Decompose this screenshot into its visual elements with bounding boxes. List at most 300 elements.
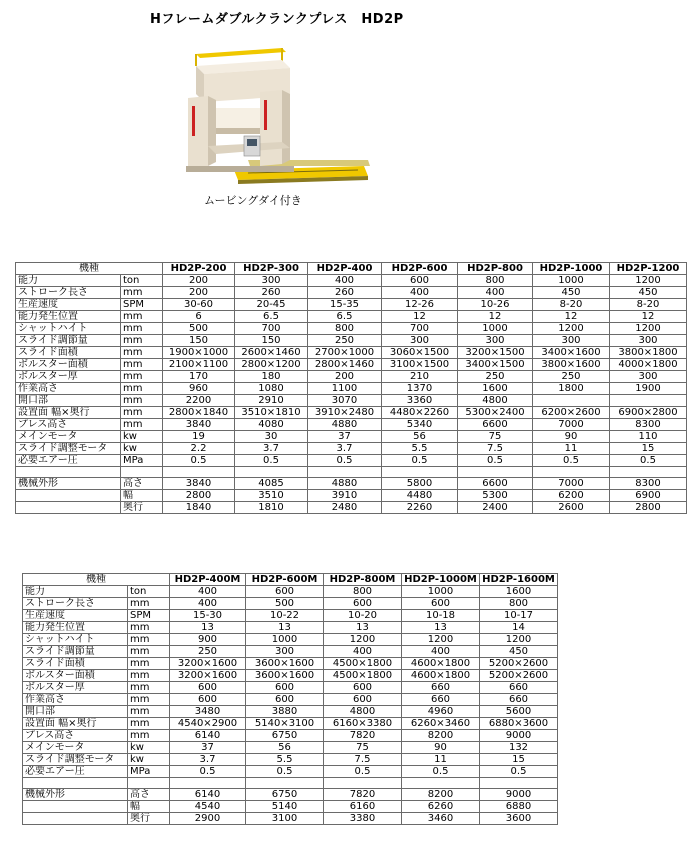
spec-value: 4800 — [324, 706, 402, 718]
spec-value: 250 — [458, 371, 533, 383]
spec-value: 1000 — [458, 323, 533, 335]
spec-value: 30-60 — [163, 299, 235, 311]
spec-value: 500 — [163, 323, 235, 335]
dimension-value: 3380 — [324, 813, 402, 825]
spec-unit: mm — [128, 646, 170, 658]
model-name: HD2P-300 — [235, 263, 308, 275]
spec-value: 300 — [458, 335, 533, 347]
spec-value: 3400×1500 — [458, 359, 533, 371]
spec-value: 800 — [458, 275, 533, 287]
spec-value: 600 — [246, 586, 324, 598]
dimension-value: 8300 — [610, 478, 687, 490]
dimension-row — [23, 789, 558, 801]
dimension-row — [23, 801, 558, 813]
spec-value: 1600 — [458, 383, 533, 395]
spec-value: 1370 — [382, 383, 458, 395]
dimension-value: 3510 — [235, 490, 308, 502]
spec-value: 1900 — [610, 383, 687, 395]
spec-value: 960 — [163, 383, 235, 395]
spec-value: 6260×3460 — [402, 718, 480, 730]
empty-cell — [324, 778, 402, 789]
spec-value: 5.5 — [382, 443, 458, 455]
spec-value: 132 — [480, 742, 558, 754]
empty-cell — [402, 778, 480, 789]
empty-cell — [533, 467, 610, 478]
spec-row — [23, 658, 558, 670]
spec-value: 3100×1500 — [382, 359, 458, 371]
spec-value: 4880 — [308, 419, 382, 431]
spec-label: ボルスター厚 — [16, 371, 121, 383]
spec-value: 6880×3600 — [480, 718, 558, 730]
spec-value: 7.5 — [458, 443, 533, 455]
spec-row — [16, 347, 687, 359]
spec-label: 設置面 幅×奥行 — [16, 407, 121, 419]
spec-value: 3.7 — [170, 754, 246, 766]
dimension-row — [23, 813, 558, 825]
spec-value: 1200 — [610, 275, 687, 287]
spec-label: 開口部 — [23, 706, 128, 718]
spec-value: 15-35 — [308, 299, 382, 311]
spec-unit: mm — [121, 395, 163, 407]
spec-value: 600 — [382, 275, 458, 287]
spec-label: 生産速度 — [16, 299, 121, 311]
spec-value: 1200 — [480, 634, 558, 646]
spec-label: プレス高さ — [23, 730, 128, 742]
dimension-label — [16, 502, 121, 514]
spec-value: 600 — [246, 694, 324, 706]
spec-value: 10-26 — [458, 299, 533, 311]
empty-cell — [121, 467, 163, 478]
spec-value: 2910 — [235, 395, 308, 407]
model-name: HD2P-400M — [170, 574, 246, 586]
spec-label: スライド調整モータ — [23, 754, 128, 766]
spec-value: 3.7 — [308, 443, 382, 455]
model-name: HD2P-1600M — [480, 574, 558, 586]
empty-cell — [246, 778, 324, 789]
spec-value: 0.5 — [610, 455, 687, 467]
dimension-unit: 幅 — [121, 490, 163, 502]
spec-value: 300 — [610, 371, 687, 383]
spec-value: 1800 — [533, 383, 610, 395]
spec-value: 12 — [458, 311, 533, 323]
spec-value: 7.5 — [324, 754, 402, 766]
spec-label: ボルスター厚 — [23, 682, 128, 694]
spec-unit: MPa — [128, 766, 170, 778]
spec-unit: mm — [121, 419, 163, 431]
dimension-value: 5140 — [246, 801, 324, 813]
spec-unit: mm — [128, 670, 170, 682]
spec-row — [23, 730, 558, 742]
spec-value: 8300 — [610, 419, 687, 431]
spec-row — [16, 323, 687, 335]
spec-value: 1100 — [308, 383, 382, 395]
spec-value: 800 — [308, 323, 382, 335]
spec-row — [16, 395, 687, 407]
spec-label: ボルスター面積 — [23, 670, 128, 682]
spec-value: 1200 — [610, 323, 687, 335]
spec-value: 0.5 — [480, 766, 558, 778]
spec-value: 660 — [402, 682, 480, 694]
spec-value: 400 — [170, 586, 246, 598]
spec-value: 13 — [170, 622, 246, 634]
spec-label: 生産速度 — [23, 610, 128, 622]
spec-value: 900 — [170, 634, 246, 646]
spec-unit: mm — [128, 718, 170, 730]
spec-value: 3200×1600 — [170, 670, 246, 682]
spec-row — [16, 371, 687, 383]
spec-unit: ton — [121, 275, 163, 287]
spec-value: 110 — [610, 431, 687, 443]
spec-row — [16, 335, 687, 347]
dimension-value: 2800 — [163, 490, 235, 502]
page-title: Hフレームダブルクランクプレス HD2P — [150, 12, 404, 27]
spec-value: 3.7 — [235, 443, 308, 455]
spec-value: 2200 — [163, 395, 235, 407]
spec-row — [23, 586, 558, 598]
spec-value: 3880 — [246, 706, 324, 718]
spec-label: 必要エアー圧 — [16, 455, 121, 467]
model-name: HD2P-600 — [382, 263, 458, 275]
spec-value: 4800 — [458, 395, 533, 407]
spec-value: 200 — [163, 287, 235, 299]
model-name: HD2P-1200 — [610, 263, 687, 275]
spec-value: 300 — [235, 275, 308, 287]
dimension-value: 6880 — [480, 801, 558, 813]
spec-label: プレス高さ — [16, 419, 121, 431]
spec-value: 660 — [480, 682, 558, 694]
spec-value: 660 — [402, 694, 480, 706]
spec-value: 7820 — [324, 730, 402, 742]
spec-unit: MPa — [121, 455, 163, 467]
dimension-value: 3910 — [308, 490, 382, 502]
spec-value: 700 — [382, 323, 458, 335]
spec-row — [23, 742, 558, 754]
spec-value: 250 — [170, 646, 246, 658]
spec-row — [16, 431, 687, 443]
spec-value: 0.5 — [170, 766, 246, 778]
dimension-value: 1840 — [163, 502, 235, 514]
spec-value: 400 — [324, 646, 402, 658]
dimension-value: 2900 — [170, 813, 246, 825]
spec-label: スライド調整モータ — [16, 443, 121, 455]
spec-value: 2800×1840 — [163, 407, 235, 419]
spec-unit: ton — [128, 586, 170, 598]
empty-cell — [458, 467, 533, 478]
spec-value: 6750 — [246, 730, 324, 742]
spec-value: 600 — [246, 682, 324, 694]
empty-cell — [163, 467, 235, 478]
spec-value: 3480 — [170, 706, 246, 718]
spec-label: 能力 — [16, 275, 121, 287]
spec-value — [533, 395, 610, 407]
spec-value: 3060×1500 — [382, 347, 458, 359]
spec-row — [16, 359, 687, 371]
spec-value — [610, 395, 687, 407]
spec-value: 3360 — [382, 395, 458, 407]
dimension-label — [23, 801, 128, 813]
spec-unit: mm — [121, 407, 163, 419]
dimension-value: 8200 — [402, 789, 480, 801]
empty-cell — [23, 778, 128, 789]
spec-unit: kw — [121, 443, 163, 455]
dimension-value: 5300 — [458, 490, 533, 502]
spec-value: 1000 — [402, 586, 480, 598]
spec-value: 400 — [382, 287, 458, 299]
spec-row — [16, 287, 687, 299]
model-name: HD2P-1000 — [533, 263, 610, 275]
dimension-label — [23, 813, 128, 825]
header-label: 機種 — [23, 574, 170, 586]
spec-unit: SPM — [121, 299, 163, 311]
model-name: HD2P-600M — [246, 574, 324, 586]
spec-value: 11 — [402, 754, 480, 766]
spec-row — [23, 718, 558, 730]
spec-value: 4480×2260 — [382, 407, 458, 419]
spec-value: 0.5 — [533, 455, 610, 467]
spec-unit: SPM — [128, 610, 170, 622]
spec-value: 0.5 — [458, 455, 533, 467]
spec-value: 2600×1460 — [235, 347, 308, 359]
spec-row — [23, 706, 558, 718]
dimension-label: 機械外形 — [16, 478, 121, 490]
spec-value: 600 — [324, 682, 402, 694]
spec-table-body — [16, 263, 687, 514]
spec-unit: mm — [128, 706, 170, 718]
spec-table-moving-die — [22, 573, 558, 825]
spec-value: 4540×2900 — [170, 718, 246, 730]
spec-value: 1080 — [235, 383, 308, 395]
spec-row — [16, 419, 687, 431]
spec-label: 開口部 — [16, 395, 121, 407]
spec-value: 5140×3100 — [246, 718, 324, 730]
spec-value: 2800×1200 — [235, 359, 308, 371]
spec-row — [23, 766, 558, 778]
spec-unit: mm — [121, 383, 163, 395]
spec-value: 200 — [163, 275, 235, 287]
spec-label: スライド面積 — [16, 347, 121, 359]
spec-unit: mm — [128, 634, 170, 646]
spec-value: 400 — [170, 598, 246, 610]
dimension-value: 4480 — [382, 490, 458, 502]
spec-value: 250 — [533, 371, 610, 383]
header-label: 機種 — [16, 263, 163, 275]
spec-value: 4960 — [402, 706, 480, 718]
spec-value: 600 — [170, 682, 246, 694]
empty-cell — [170, 778, 246, 789]
dimension-unit: 奥行 — [121, 502, 163, 514]
spec-row — [23, 670, 558, 682]
dimension-value: 2600 — [533, 502, 610, 514]
spec-value: 800 — [324, 586, 402, 598]
spec-label: 設置面 幅×奥行 — [23, 718, 128, 730]
spec-value: 0.5 — [235, 455, 308, 467]
empty-cell — [382, 467, 458, 478]
spec-value: 3400×1600 — [533, 347, 610, 359]
spec-value: 400 — [308, 275, 382, 287]
dimension-value: 2400 — [458, 502, 533, 514]
spec-value: 300 — [610, 335, 687, 347]
spec-value: 90 — [533, 431, 610, 443]
spec-value: 1900×1000 — [163, 347, 235, 359]
spec-label: ストローク長さ — [16, 287, 121, 299]
spec-value: 4080 — [235, 419, 308, 431]
spec-value: 0.5 — [402, 766, 480, 778]
dimension-value: 5800 — [382, 478, 458, 490]
spec-label: 能力発生位置 — [23, 622, 128, 634]
dimension-value: 6260 — [402, 801, 480, 813]
photo-caption: ムービングダイ付き — [204, 194, 302, 207]
separator-row — [23, 778, 558, 789]
spec-unit: mm — [128, 598, 170, 610]
spec-value: 450 — [480, 646, 558, 658]
spec-value: 2800×1460 — [308, 359, 382, 371]
spec-value: 10-22 — [246, 610, 324, 622]
spec-value: 210 — [382, 371, 458, 383]
dimension-value: 6900 — [610, 490, 687, 502]
spec-value: 3510×1810 — [235, 407, 308, 419]
spec-value: 11 — [533, 443, 610, 455]
dimension-value: 6140 — [170, 789, 246, 801]
spec-unit: mm — [121, 347, 163, 359]
spec-value: 37 — [170, 742, 246, 754]
spec-row — [23, 694, 558, 706]
dimension-value: 2800 — [610, 502, 687, 514]
dimension-value: 3460 — [402, 813, 480, 825]
spec-value: 3840 — [163, 419, 235, 431]
model-name: HD2P-1000M — [402, 574, 480, 586]
spec-value: 200 — [308, 371, 382, 383]
spec-value: 8-20 — [533, 299, 610, 311]
spec-value: 6160×3380 — [324, 718, 402, 730]
spec-value: 600 — [402, 598, 480, 610]
spec-value: 30 — [235, 431, 308, 443]
spec-value: 6140 — [170, 730, 246, 742]
spec-unit: mm — [121, 335, 163, 347]
dimension-value: 4085 — [235, 478, 308, 490]
spec-value: 1000 — [533, 275, 610, 287]
separator-row — [16, 467, 687, 478]
spec-value: 700 — [235, 323, 308, 335]
spec-value: 2100×1100 — [163, 359, 235, 371]
spec-value: 150 — [163, 335, 235, 347]
spec-label: 作業高さ — [23, 694, 128, 706]
spec-value: 660 — [480, 694, 558, 706]
spec-value: 13 — [324, 622, 402, 634]
spec-value: 8200 — [402, 730, 480, 742]
spec-value: 1600 — [480, 586, 558, 598]
empty-cell — [235, 467, 308, 478]
press-machine-photo — [178, 42, 374, 188]
spec-unit: mm — [121, 323, 163, 335]
spec-value: 3600×1600 — [246, 670, 324, 682]
spec-unit: mm — [128, 622, 170, 634]
spec-value: 12 — [533, 311, 610, 323]
spec-value: 2.2 — [163, 443, 235, 455]
dimension-value: 6750 — [246, 789, 324, 801]
spec-value: 5200×2600 — [480, 670, 558, 682]
spec-value: 260 — [235, 287, 308, 299]
spec-unit: mm — [121, 287, 163, 299]
spec-unit: mm — [128, 730, 170, 742]
spec-value: 1200 — [533, 323, 610, 335]
spec-value: 8-20 — [610, 299, 687, 311]
spec-row — [16, 383, 687, 395]
spec-label: メインモータ — [23, 742, 128, 754]
dimension-row — [16, 478, 687, 490]
spec-row — [23, 646, 558, 658]
spec-value: 37 — [308, 431, 382, 443]
spec-unit: kw — [128, 754, 170, 766]
dimension-value: 4880 — [308, 478, 382, 490]
spec-value: 15-30 — [170, 610, 246, 622]
spec-value: 56 — [246, 742, 324, 754]
empty-cell — [308, 467, 382, 478]
spec-value: 4500×1800 — [324, 670, 402, 682]
spec-value: 1000 — [246, 634, 324, 646]
spec-value: 260 — [308, 287, 382, 299]
model-name: HD2P-400 — [308, 263, 382, 275]
spec-value: 4600×1800 — [402, 670, 480, 682]
spec-unit: mm — [128, 694, 170, 706]
dimension-value: 6160 — [324, 801, 402, 813]
spec-value: 600 — [324, 598, 402, 610]
spec-value: 75 — [458, 431, 533, 443]
spec-label: スライド調節量 — [23, 646, 128, 658]
spec-value: 300 — [382, 335, 458, 347]
dimension-value: 7000 — [533, 478, 610, 490]
spec-value: 600 — [170, 694, 246, 706]
spec-value: 4500×1800 — [324, 658, 402, 670]
spec-value: 400 — [402, 646, 480, 658]
spec-value: 10-17 — [480, 610, 558, 622]
spec-value: 1200 — [324, 634, 402, 646]
spec-row — [23, 622, 558, 634]
spec-unit: mm — [121, 371, 163, 383]
spec-value: 0.5 — [163, 455, 235, 467]
spec-value: 400 — [458, 287, 533, 299]
spec-value: 150 — [235, 335, 308, 347]
spec-value: 4000×1800 — [610, 359, 687, 371]
spec-value: 1200 — [402, 634, 480, 646]
spec-label: シャットハイト — [23, 634, 128, 646]
dimension-value: 3100 — [246, 813, 324, 825]
spec-value: 5300×2400 — [458, 407, 533, 419]
spec-value: 800 — [480, 598, 558, 610]
spec-label: スライド面積 — [23, 658, 128, 670]
spec-value: 6600 — [458, 419, 533, 431]
spec-row — [16, 311, 687, 323]
spec-value: 170 — [163, 371, 235, 383]
spec-table-standard — [15, 262, 687, 514]
dimension-value: 1810 — [235, 502, 308, 514]
spec-value: 0.5 — [382, 455, 458, 467]
dimension-row — [16, 502, 687, 514]
empty-cell — [610, 467, 687, 478]
spec-value: 5340 — [382, 419, 458, 431]
spec-value: 6900×2800 — [610, 407, 687, 419]
dimension-unit: 高さ — [128, 789, 170, 801]
dimension-value: 4540 — [170, 801, 246, 813]
spec-label: 能力 — [23, 586, 128, 598]
dimension-value: 6600 — [458, 478, 533, 490]
spec-value: 3910×2480 — [308, 407, 382, 419]
spec-unit: kw — [121, 431, 163, 443]
dimension-value: 2260 — [382, 502, 458, 514]
spec-value: 75 — [324, 742, 402, 754]
spec-value: 3070 — [308, 395, 382, 407]
spec-value: 9000 — [480, 730, 558, 742]
spec-value: 0.5 — [324, 766, 402, 778]
